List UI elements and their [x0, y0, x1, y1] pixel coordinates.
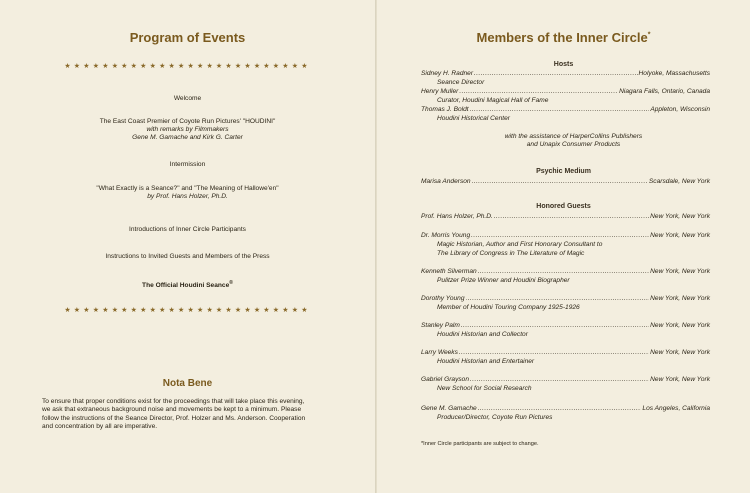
- medium-heading: Psychic Medium: [536, 168, 591, 175]
- guest-name: Gabriel Grayson: [421, 376, 470, 383]
- premiere-line: The East Coast Premier of Coyote Run Pictures' "HOUDINI": [99, 118, 276, 125]
- host-name: Henry Muller: [421, 88, 459, 95]
- medium-name: Marisa Anderson: [421, 178, 471, 185]
- guest-role: Magic Historian, Author and First Honorary Consultant to: [437, 241, 603, 248]
- guest-name: Dorothy Young: [421, 295, 465, 302]
- medium-place: Scarsdale, New York: [648, 178, 710, 185]
- guest-name: Kenneth Silverman: [421, 268, 477, 275]
- official-seance-label: The Official Houdini Seance: [142, 282, 230, 290]
- guest-place: New York, New York: [650, 376, 710, 383]
- assistance-line: and Unapix Consumer Products: [526, 141, 621, 149]
- guest-row: [421, 213, 710, 221]
- host-role: Curator, Houdini Magical Hall of Fame: [437, 97, 549, 104]
- guests-heading: Honored Guests: [536, 203, 591, 210]
- host-role: Seance Director: [437, 79, 485, 86]
- guest-row: [421, 349, 710, 357]
- guest-name: Larry Weeks: [421, 349, 458, 356]
- host-place: Appleton, Wisconsin: [650, 106, 710, 113]
- guest-place: Los Angeles, California: [642, 405, 710, 412]
- star-divider-bottom: ★★★★★★★★★★★★★★★★★★★★★★★★★★: [64, 307, 311, 314]
- premiere-remarks: with remarks by Filmmakers: [146, 126, 229, 134]
- guest-role: Houdini Historian and Entertainer: [437, 358, 535, 365]
- host-place: Niagara Falls, Ontario, Canada: [619, 88, 710, 95]
- welcome-item: Welcome: [173, 95, 202, 102]
- host-row: [421, 70, 710, 78]
- medium-row: [421, 178, 710, 186]
- host-row: [421, 88, 710, 96]
- star-divider-top: ★★★★★★★★★★★★★★★★★★★★★★★★★★: [64, 63, 311, 70]
- footnote: *Inner Circle participants are subject to change.: [421, 441, 539, 447]
- guest-row: [421, 322, 710, 330]
- guest-role: The Library of Congress in The Literature of Magic: [437, 250, 585, 257]
- premiere-names: Gene M. Gamache and Kirk G. Carter: [132, 134, 243, 142]
- inner-circle-asterisk: *: [647, 31, 651, 39]
- inner-circle-title: [377, 30, 750, 45]
- guest-place: New York, New York: [650, 213, 710, 220]
- guest-row: [421, 232, 710, 240]
- premiere-item: [0, 118, 375, 143]
- guest-place: New York, New York: [650, 268, 710, 275]
- program-title: Program of Events: [129, 30, 246, 45]
- lecture-by: by Prof. Hans Holzer, Ph.D.: [147, 193, 228, 201]
- inner-circle-title-text: Members of the Inner Circle: [476, 30, 648, 45]
- lecture-item: [0, 185, 375, 201]
- guest-place: New York, New York: [650, 295, 710, 302]
- guest-row: [421, 405, 710, 413]
- nota-bene-text: [42, 398, 342, 432]
- right-page: [377, 0, 750, 493]
- hosts-heading: Hosts: [553, 61, 574, 68]
- guest-name: Prof. Hans Holzer, Ph.D.: [421, 213, 493, 220]
- registered-mark: ®: [229, 280, 233, 286]
- official-seance-item: [0, 279, 375, 290]
- guest-place: New York, New York: [650, 349, 710, 356]
- introductions-item: Introductions of Inner Circle Participants: [129, 226, 246, 233]
- lecture-line: "What Exactly is a Seance?" and "The Meaning of Hallowe'en": [96, 185, 279, 192]
- guest-role: Pulitzer Prize Winner and Houdini Biographer: [437, 277, 570, 284]
- host-role: Houdini Historical Center: [437, 115, 510, 122]
- host-place: Holyoke, Massachusetts: [638, 70, 710, 77]
- guest-role: Producer/Director, Coyote Run Pictures: [437, 414, 553, 421]
- host-name: Sidney H. Radner: [421, 70, 474, 77]
- nota-bene-title: Nota Bene: [162, 378, 213, 389]
- assistance-line: with the assistance of HarperCollins Publishers: [504, 133, 643, 140]
- guest-role: Houdini Historian and Collector: [437, 331, 528, 338]
- guest-name: Dr. Morris Young: [421, 232, 471, 239]
- guest-row: [421, 268, 710, 276]
- guest-role: New School for Social Research: [437, 385, 532, 392]
- nota-line: follow the instructions of the Seance Director, Prof. Holzer and Ms. Anderson. Cooperation: [42, 414, 306, 422]
- nota-line: we ask that extraneous background noise and movements be kept to a minimum. Please: [42, 406, 302, 414]
- host-name: Thomas J. Boldt: [421, 106, 469, 113]
- guest-place: New York, New York: [650, 322, 710, 329]
- host-row: [421, 106, 710, 114]
- guest-role: Member of Houdini Touring Company 1925-1926: [437, 304, 580, 311]
- assistance-note: [377, 133, 750, 149]
- instructions-item: Instructions to Invited Guests and Members of the Press: [105, 253, 270, 260]
- guest-name: Stanley Palm: [421, 322, 460, 329]
- guest-row: [421, 295, 710, 303]
- nota-line: To ensure that proper conditions exist for the proceedings that will take place this evening,: [42, 398, 305, 405]
- intermission-item: Intermission: [169, 161, 206, 168]
- nota-line: and concentration by all are imperative.: [42, 423, 158, 431]
- guest-place: New York, New York: [650, 232, 710, 239]
- guest-name: Gene M. Gamache: [421, 405, 477, 412]
- guest-row: [421, 376, 710, 384]
